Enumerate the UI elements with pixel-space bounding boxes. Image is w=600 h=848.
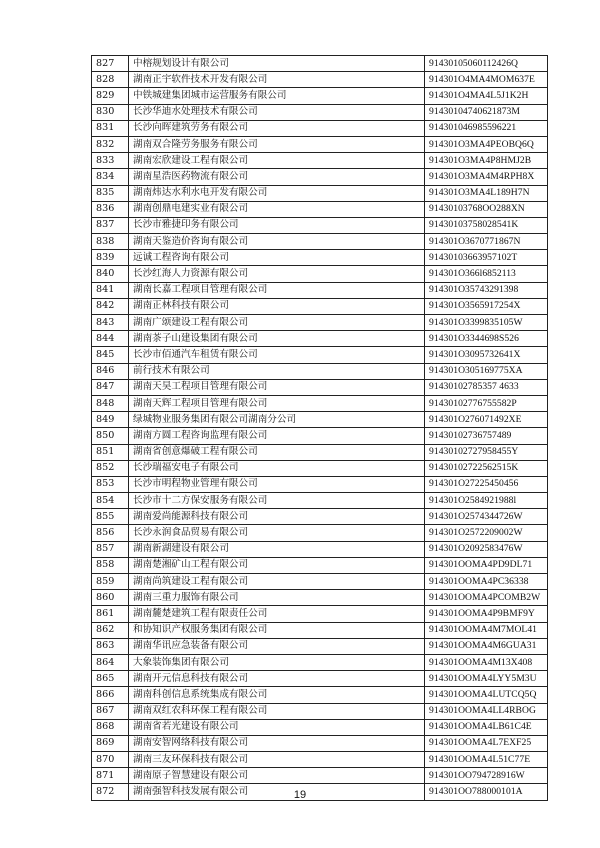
row-index: 838 bbox=[92, 234, 129, 250]
credit-code: 91430103758028541K bbox=[425, 217, 548, 233]
table-row bbox=[92, 493, 548, 509]
table-row bbox=[92, 347, 548, 363]
credit-code: 914301OOMA4LB61C4E bbox=[425, 719, 548, 735]
company-name: 湖南原子智慧建设有限公司 bbox=[129, 768, 425, 784]
table-row bbox=[92, 250, 548, 266]
row-index: 857 bbox=[92, 541, 129, 557]
company-name: 湖南天昊工程项目管理有限公司 bbox=[129, 379, 425, 395]
table-row bbox=[92, 56, 548, 72]
credit-code: 914301O276071492XE bbox=[425, 412, 548, 428]
row-index: 850 bbox=[92, 428, 129, 444]
row-index: 835 bbox=[92, 185, 129, 201]
table-row bbox=[92, 590, 548, 606]
credit-code: 91430104740621873M bbox=[425, 104, 548, 120]
table-row bbox=[92, 412, 548, 428]
table-row bbox=[92, 638, 548, 654]
credit-code: 914301OOMA4LUTCQ5Q bbox=[425, 687, 548, 703]
company-name: 湖南宏欣建设工程有限公司 bbox=[129, 153, 425, 169]
credit-code: 914301O4MA4L5J1K2H bbox=[425, 88, 548, 104]
credit-code: 914301O3344698S526 bbox=[425, 331, 548, 347]
company-name: 湖南正宇软件技术开发有限公司 bbox=[129, 72, 425, 88]
row-index: 867 bbox=[92, 703, 129, 719]
table-row bbox=[92, 574, 548, 590]
row-index: 831 bbox=[92, 120, 129, 136]
table-row bbox=[92, 687, 548, 703]
row-index: 833 bbox=[92, 153, 129, 169]
row-index: 836 bbox=[92, 201, 129, 217]
company-name: 湖南星浩医药物流有限公司 bbox=[129, 169, 425, 185]
table-row bbox=[92, 476, 548, 492]
table-row bbox=[92, 282, 548, 298]
company-name: 湖南创鼎电建实业有限公司 bbox=[129, 201, 425, 217]
company-name: 长沙市十二方保安服务有限公司 bbox=[129, 493, 425, 509]
table-row bbox=[92, 298, 548, 314]
company-name: 长沙向晖建筑劳务有限公司 bbox=[129, 120, 425, 136]
company-name: 长沙瑞福安电子有限公司 bbox=[129, 460, 425, 476]
credit-code: 91430102722562515K bbox=[425, 460, 548, 476]
row-index: 845 bbox=[92, 347, 129, 363]
company-name: 长沙华迪水处理技术有限公司 bbox=[129, 104, 425, 120]
table-row bbox=[92, 509, 548, 525]
table-row bbox=[92, 201, 548, 217]
row-index: 829 bbox=[92, 88, 129, 104]
table-row bbox=[92, 363, 548, 379]
company-name: 湖南双合隆劳务服务有限公司 bbox=[129, 136, 425, 152]
row-index: 870 bbox=[92, 752, 129, 768]
row-index: 840 bbox=[92, 266, 129, 282]
table-row bbox=[92, 719, 548, 735]
table-row bbox=[92, 104, 548, 120]
row-index: 828 bbox=[92, 72, 129, 88]
credit-code: 914301O305169775XA bbox=[425, 363, 548, 379]
row-index: 872 bbox=[92, 784, 129, 800]
table-row bbox=[92, 395, 548, 411]
credit-code: 914301O3095732641X bbox=[425, 347, 548, 363]
table-row bbox=[92, 88, 548, 104]
table-row bbox=[92, 671, 548, 687]
table-row bbox=[92, 266, 548, 282]
credit-code: 91430102727958455Y bbox=[425, 444, 548, 460]
row-index: 863 bbox=[92, 638, 129, 654]
company-name: 湖南广颂建设工程有限公司 bbox=[129, 315, 425, 331]
company-name: 湖南省创意爆破工程有限公司 bbox=[129, 444, 425, 460]
credit-code: 914301O4MA4MOM637E bbox=[425, 72, 548, 88]
table-row bbox=[92, 622, 548, 638]
row-index: 849 bbox=[92, 412, 129, 428]
table-row bbox=[92, 460, 548, 476]
table-row bbox=[92, 217, 548, 233]
credit-code: 914301OOMA4M6GUA31 bbox=[425, 638, 548, 654]
company-name: 长沙市佰通汽车租赁有限公司 bbox=[129, 347, 425, 363]
row-index: 861 bbox=[92, 606, 129, 622]
row-index: 827 bbox=[92, 56, 129, 72]
row-index: 864 bbox=[92, 654, 129, 670]
table-row bbox=[92, 72, 548, 88]
table-row bbox=[92, 169, 548, 185]
row-index: 871 bbox=[92, 768, 129, 784]
credit-code: 91430103768OO288XN bbox=[425, 201, 548, 217]
company-name: 湖南天鉴造价咨询有限公司 bbox=[129, 234, 425, 250]
row-index: 830 bbox=[92, 104, 129, 120]
company-name: 湖南爱尚能源科技有限公司 bbox=[129, 509, 425, 525]
company-name: 湖南开元信息科技有限公司 bbox=[129, 671, 425, 687]
credit-code: 914301O2572209002W bbox=[425, 525, 548, 541]
credit-code: 914301OOMA4PCOMB2W bbox=[425, 590, 548, 606]
row-index: 852 bbox=[92, 460, 129, 476]
company-name: 湖南科创信息系统集成有限公司 bbox=[129, 687, 425, 703]
credit-code: 91430103663957102T bbox=[425, 250, 548, 266]
row-index: 841 bbox=[92, 282, 129, 298]
table-row bbox=[92, 379, 548, 395]
page-number: 19 bbox=[293, 789, 307, 801]
table-row bbox=[92, 606, 548, 622]
company-name: 长沙市雅捷印务有限公司 bbox=[129, 217, 425, 233]
company-name: 湖南省若光建设有限公司 bbox=[129, 719, 425, 735]
credit-code: 914301O3670771867N bbox=[425, 234, 548, 250]
row-index: 842 bbox=[92, 298, 129, 314]
credit-code: 914301O3MA4P8HMJ2B bbox=[425, 153, 548, 169]
table-row bbox=[92, 735, 548, 751]
table-row bbox=[92, 331, 548, 347]
row-index: 859 bbox=[92, 574, 129, 590]
credit-code: 914301O3399835105W bbox=[425, 315, 548, 331]
credit-code: 914301OOMA4PC36338 bbox=[425, 574, 548, 590]
company-name: 中铁城建集团城市运营服务有限公司 bbox=[129, 88, 425, 104]
credit-code: 914301OOMA4PD9DL71 bbox=[425, 557, 548, 573]
credit-code: 914301OOMA4M13X408 bbox=[425, 654, 548, 670]
credit-code: 91430102736757489 bbox=[425, 428, 548, 444]
row-index: 843 bbox=[92, 315, 129, 331]
company-name: 湖南天辉工程项目管理有限公司 bbox=[129, 395, 425, 411]
row-index: 862 bbox=[92, 622, 129, 638]
row-index: 866 bbox=[92, 687, 129, 703]
table-row bbox=[92, 315, 548, 331]
table-body bbox=[92, 56, 548, 801]
credit-code: 914301OOMA4M7MOL41 bbox=[425, 622, 548, 638]
credit-code: 914301OOMA4LL4RBOG bbox=[425, 703, 548, 719]
table-row bbox=[92, 153, 548, 169]
table-row bbox=[92, 120, 548, 136]
row-index: 860 bbox=[92, 590, 129, 606]
row-index: 869 bbox=[92, 735, 129, 751]
company-name: 长沙永润食品贸易有限公司 bbox=[129, 525, 425, 541]
company-name: 长沙红海人力资源有限公司 bbox=[129, 266, 425, 282]
credit-code: 914301OO794728916W bbox=[425, 768, 548, 784]
company-name: 中榕规划设计有限公司 bbox=[129, 56, 425, 72]
company-name: 湖南正林科技有限公司 bbox=[129, 298, 425, 314]
row-index: 834 bbox=[92, 169, 129, 185]
table-row bbox=[92, 703, 548, 719]
company-name: 湖南炜达水利水电开发有限公司 bbox=[129, 185, 425, 201]
table-row bbox=[92, 557, 548, 573]
row-index: 856 bbox=[92, 525, 129, 541]
table-row bbox=[92, 525, 548, 541]
row-index: 858 bbox=[92, 557, 129, 573]
company-name: 湖南华讯应急装备有限公司 bbox=[129, 638, 425, 654]
table-row bbox=[92, 752, 548, 768]
row-index: 839 bbox=[92, 250, 129, 266]
company-name: 湖南方圆工程咨询监理有限公司 bbox=[129, 428, 425, 444]
company-name: 湖南三重力服饰有限公司 bbox=[129, 590, 425, 606]
company-name: 湖南新湖建设有限公司 bbox=[129, 541, 425, 557]
credit-code: 914301OOMA4P9BMF9Y bbox=[425, 606, 548, 622]
credit-code: 914301OOMA4LYY5M3U bbox=[425, 671, 548, 687]
row-index: 854 bbox=[92, 493, 129, 509]
company-name: 湖南茶子山建设集团有限公司 bbox=[129, 331, 425, 347]
credit-code: 91430102785357 4633 bbox=[425, 379, 548, 395]
company-name: 湖南安智网络科技有限公司 bbox=[129, 735, 425, 751]
table-row bbox=[92, 234, 548, 250]
credit-code: 914301O35743291398 bbox=[425, 282, 548, 298]
table-row bbox=[92, 654, 548, 670]
company-name: 远诚工程咨询有限公司 bbox=[129, 250, 425, 266]
row-index: 848 bbox=[92, 395, 129, 411]
credit-code: 914301O3MA4M4RPH8X bbox=[425, 169, 548, 185]
company-name: 湖南尚筑建设工程有限公司 bbox=[129, 574, 425, 590]
table-row bbox=[92, 541, 548, 557]
credit-code: 914301O2092583476W bbox=[425, 541, 548, 557]
company-name: 湖南麓楚建筑工程有限责任公司 bbox=[129, 606, 425, 622]
company-name: 大象装饰集团有限公司 bbox=[129, 654, 425, 670]
row-index: 865 bbox=[92, 671, 129, 687]
row-index: 851 bbox=[92, 444, 129, 460]
company-name: 湖南长嘉工程项目管理有限公司 bbox=[129, 282, 425, 298]
credit-code: 914301O3MA4L189H7N bbox=[425, 185, 548, 201]
company-name: 湖南强智科技发展有限公司 bbox=[129, 784, 425, 800]
company-name: 绿城物业服务集团有限公司湖南分公司 bbox=[129, 412, 425, 428]
credit-code: 914301O3MA4PEOBQ6Q bbox=[425, 136, 548, 152]
credit-code: 914301O2574344726W bbox=[425, 509, 548, 525]
credit-code: 91430105060112426Q bbox=[425, 56, 548, 72]
credit-code: 914301OO788000101A bbox=[425, 784, 548, 800]
row-index: 832 bbox=[92, 136, 129, 152]
table-row bbox=[92, 444, 548, 460]
company-registry-table bbox=[91, 55, 548, 801]
row-index: 846 bbox=[92, 363, 129, 379]
credit-code: 914301O27225450456 bbox=[425, 476, 548, 492]
table-row bbox=[92, 136, 548, 152]
row-index: 853 bbox=[92, 476, 129, 492]
row-index: 847 bbox=[92, 379, 129, 395]
row-index: 868 bbox=[92, 719, 129, 735]
table-row bbox=[92, 768, 548, 784]
company-name: 湖南楚湘矿山工程有限公司 bbox=[129, 557, 425, 573]
row-index: 837 bbox=[92, 217, 129, 233]
row-index: 855 bbox=[92, 509, 129, 525]
credit-code: 914301O366l6852113 bbox=[425, 266, 548, 282]
credit-code: 914301O3565917254X bbox=[425, 298, 548, 314]
table-row bbox=[92, 428, 548, 444]
company-name: 湖南三友环保科技有限公司 bbox=[129, 752, 425, 768]
company-name: 和协知识产权服务集团有限公司 bbox=[129, 622, 425, 638]
company-name: 湖南双红农科环保工程有限公司 bbox=[129, 703, 425, 719]
company-name: 前行技术有限公司 bbox=[129, 363, 425, 379]
company-name: 长沙市明程物业管理有限公司 bbox=[129, 476, 425, 492]
credit-code: 914301OOMA4L51C77E bbox=[425, 752, 548, 768]
credit-code: 914301046985596221 bbox=[425, 120, 548, 136]
row-index: 844 bbox=[92, 331, 129, 347]
credit-code: 91430102776755582P bbox=[425, 395, 548, 411]
table-row bbox=[92, 185, 548, 201]
credit-code: 914301OOMA4L7EXF25 bbox=[425, 735, 548, 751]
credit-code: 914301O2584921988l bbox=[425, 493, 548, 509]
